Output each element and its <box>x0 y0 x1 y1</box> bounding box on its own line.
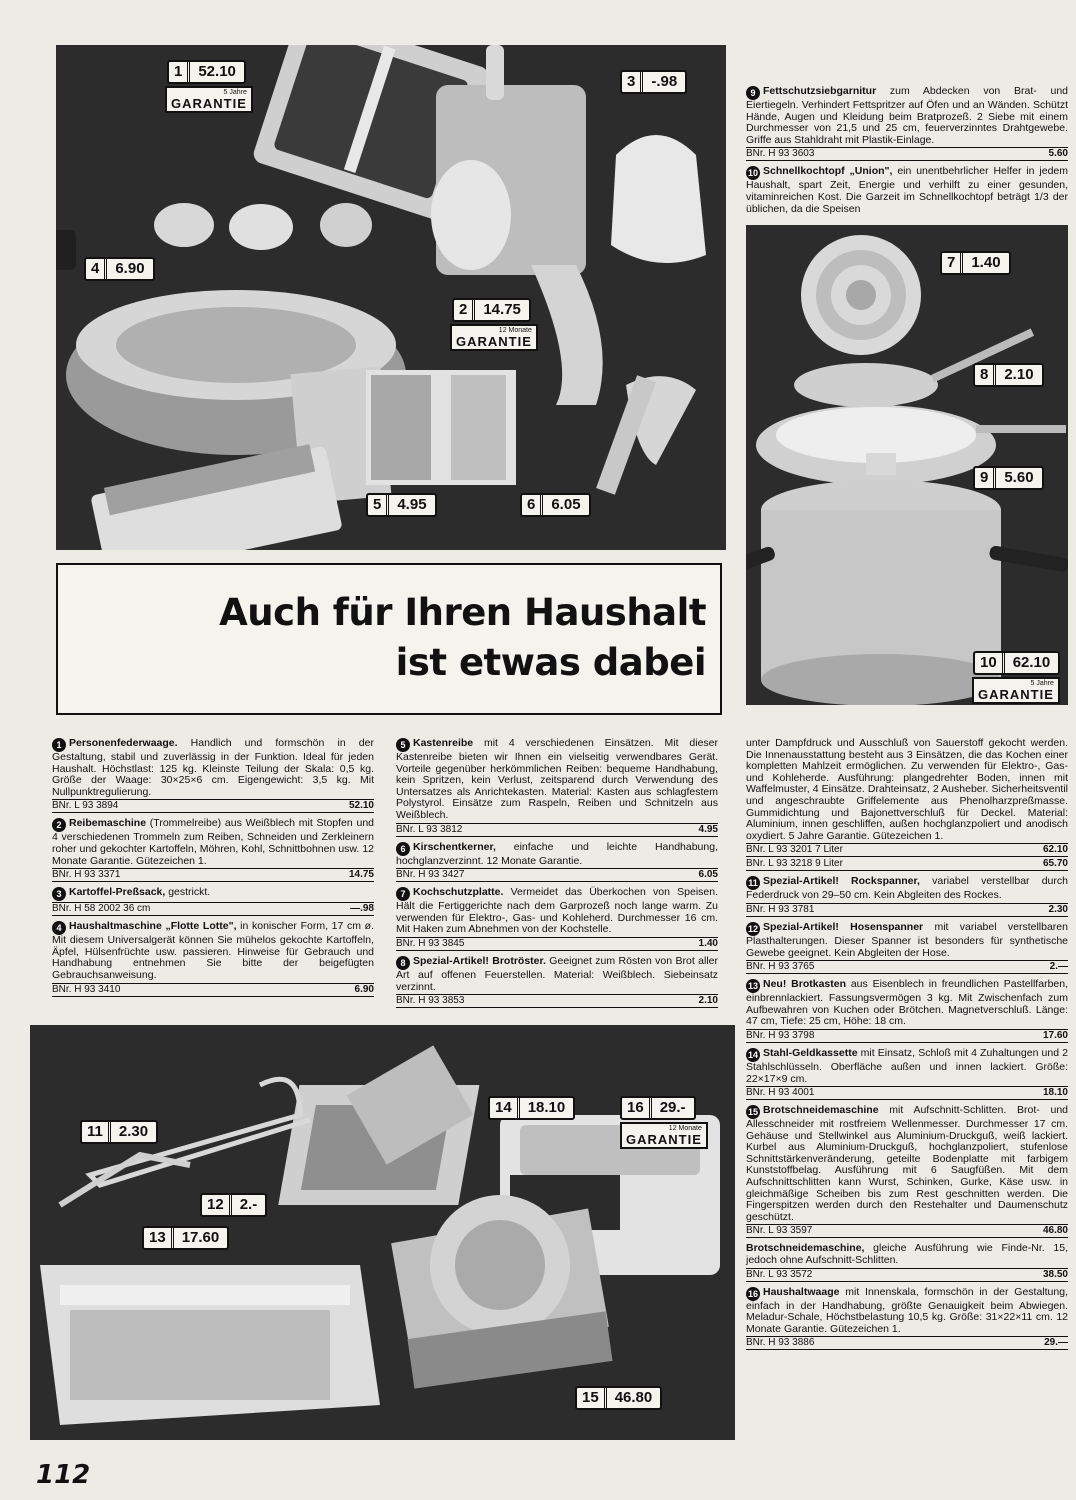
entry-number-badge: 2 <box>52 818 66 832</box>
entry-price: 18.10 <box>1042 1087 1068 1099</box>
price-tag-4 <box>84 257 155 281</box>
order-number-row <box>746 858 1068 871</box>
product-entry-8 <box>396 956 718 1008</box>
entry-number-badge: 8 <box>396 956 410 970</box>
entry-description: Geeignet zum Rösten von Brot aller Art auf offenen Feuerstellen. Material: Weißblech. Siebeinsatz verzinnt. <box>396 954 718 993</box>
headline-box <box>56 563 722 715</box>
entry-description: Vermeidet das Überkochen von Speisen. Hält die Fertiggerichte nach dem Garprozeß noch lange warm. Zu verwenden für Elektro-, Gas- und Kohleherd. Durchmesser 16 cm. Mit Haken zum Abnehmen von der Kochstelle. <box>396 886 718 936</box>
text-column-3-top <box>746 86 1068 220</box>
entry-title: Haushaltmaschine „Flotte Lotte", <box>69 920 237 933</box>
product-entry-16 <box>746 1287 1068 1351</box>
item-number: 4 <box>86 259 107 279</box>
entry-number-badge: 9 <box>746 86 760 100</box>
entry-title: Haushaltwaage <box>763 1285 840 1298</box>
entry-price: 6.05 <box>698 869 718 881</box>
entry-number-badge: 1 <box>52 738 66 752</box>
item-number: 5 <box>368 495 389 515</box>
price-tag-12 <box>200 1193 267 1217</box>
order-number: BNr. L 93 3812 <box>396 823 463 835</box>
product-entry-3 <box>52 887 374 916</box>
item-price: 52.10 <box>198 63 236 80</box>
entry-title: Spezial-Artikel! Rockspanner, <box>763 875 920 888</box>
order-number: BNr. L 93 3201 7 Liter <box>746 844 843 856</box>
entry-title: Neu! Brotkasten <box>763 978 847 991</box>
order-number: BNr. H 93 4001 <box>746 1087 815 1099</box>
entry-number-badge: 16 <box>747 1288 758 1299</box>
entry-description: mit 4 verschiedenen Einsätzen. Mit dieser Kastenreibe bieten wir Ihnen ein vielseitig verwendbares Gerät. Vorteile gegenüber herkömmlichen Reiben: bequeme Handhabung, kein Spritzen, kein Verlust, zeitsparend durch Verwendung des Untersatzes als Anrichtekasten. Material: Kasten aus schlagfestem Polystyrol. Einsätze zum Raspeln, Reiben und Schnitzeln aus Weißblech. <box>396 737 718 821</box>
item-price: 5.60 <box>1004 469 1034 486</box>
price-tag-11 <box>80 1120 158 1144</box>
product-entry-9 <box>746 86 1068 161</box>
order-number-row <box>746 147 1068 161</box>
item-price: 2.10 <box>1004 366 1034 383</box>
entry-title: Personenfederwaage. <box>69 737 178 749</box>
order-number: BNr. L 93 3572 <box>746 1268 813 1280</box>
order-number-row <box>746 903 1068 917</box>
order-number: BNr. L 93 3597 <box>746 1225 813 1237</box>
item-price: 6.90 <box>115 260 145 277</box>
item-number: 1 <box>169 62 190 82</box>
product-entry-11 <box>746 876 1068 917</box>
garantie-badge-2 <box>450 324 538 351</box>
item-number: 3 <box>622 72 643 92</box>
entry-number-badge: 4 <box>52 921 66 935</box>
garantie-duration: 5 Jahre <box>223 89 247 96</box>
order-number: BNr. H 93 3410 <box>52 983 121 995</box>
item-price: 46.80 <box>614 1389 653 1406</box>
entry-description-continued: unter Dampfdruck und Ausschluß von Sauerstoff gekocht werden. Die Innenausstattung besteht aus 3 Einsätzen, die das Kochen einer kompletten Mahlzeit ermöglichen. Zu verwenden für Elektro-, Gas- und Kohleherde. Ausführung: plangedrehter Boden, innen mit Waffelmuster, 4 Einsätze. Drahteinsatz, 2 Ausheber. Sicherheitsventil und angeschraubte Griffelemente aus Phenolharzpreßmasse. Gummidichtung und Bajonettverschluß für Deckel. Material: Aluminium, innen geschliffen, außen hochglanzpoliert und anodisch oxydiert. 5 Jahre Garantie. Gütezeichen 1. <box>746 737 1068 842</box>
entry-price: 5.60 <box>1048 148 1068 160</box>
entry-price: 29.— <box>1044 1337 1068 1349</box>
order-number: BNr. H 93 3371 <box>52 869 121 881</box>
price-tag-15 <box>575 1386 662 1410</box>
order-number-row <box>396 823 718 837</box>
price-tag-3 <box>620 70 687 94</box>
order-number: BNr. L 93 3218 9 Liter <box>746 858 843 870</box>
entry-title: Schnellkochtopf „Union", <box>763 165 893 178</box>
entry-number-badge: 5 <box>396 738 410 752</box>
product-entry-1 <box>52 738 374 813</box>
pots-illustration <box>746 225 1068 705</box>
entry-number-badge: 10 <box>747 168 758 179</box>
entry-price: 6.90 <box>354 983 374 995</box>
garantie-duration: 12 Monate <box>668 1125 702 1132</box>
order-number-row <box>396 994 718 1008</box>
page-number: 112 <box>36 1460 91 1490</box>
product-entry-5 <box>396 738 718 837</box>
order-number-row <box>746 960 1068 974</box>
entry-price: 62.10 <box>1042 844 1068 856</box>
entry-number-badge: 12 <box>747 923 758 934</box>
entry-number-badge: 7 <box>396 887 410 901</box>
order-number-row <box>746 1029 1068 1043</box>
text-column-2 <box>396 738 718 1013</box>
garantie-label: GARANTIE <box>171 96 247 111</box>
item-number: 10 <box>975 653 1005 673</box>
product-entry-12 <box>746 922 1068 974</box>
price-tag-10 <box>973 651 1060 675</box>
price-tag-7 <box>940 251 1011 275</box>
entry-price: —.98 <box>350 903 374 915</box>
entry-description: einfache und leichte Handhabung, hochglanzverzinnt. 12 Monate Garantie. <box>396 840 718 867</box>
price-tag-6 <box>520 493 591 517</box>
entry-number-badge: 13 <box>747 981 758 992</box>
garantie-label: GARANTIE <box>456 334 532 349</box>
price-tag-13 <box>142 1226 229 1250</box>
order-number: BNr. H 93 3886 <box>746 1337 815 1349</box>
item-price: 6.05 <box>551 496 581 513</box>
entry-price: 46.80 <box>1042 1225 1068 1237</box>
entry-description: mit variabel verstellbaren Plasthalterungen. Dieser Spanner ist besonders für synthetische Gewebe geeignet. Kein Abgleiten der Hose. <box>746 920 1068 959</box>
entry-number-badge: 11 <box>746 876 760 890</box>
text-column-1 <box>52 738 374 1002</box>
entry-price: 2.30 <box>1048 903 1068 915</box>
order-number: BNr. H 93 3781 <box>746 903 815 915</box>
order-number: BNr. H 93 3765 <box>746 961 815 973</box>
product-entry-15 <box>746 1105 1068 1238</box>
item-price: -.98 <box>651 73 678 90</box>
order-number: BNr. H 58 2002 36 cm <box>52 903 151 915</box>
entry-description: mit Aufschnitt-Schlitten. Brot- und Allesschneider mit rostfreiem Wellenmesser. Durchmesser 17 cm. Gehäuse und Stellwinkel aus Aluminium-Druckguß, weiß lackiert. Kurbel aus Aluminium-Druckguß, hochglanzpoliert, stufenlose Schnittstärkenveränderung, geteilte Bodenplatte mit farbigem Kunststoffbelag. Ausführung mit 6 Saugfüßen. Mit dem Aufschnittschlitten kann Wurst, Schinken, Gurke, Käse usw. in gleichmäßige Scheiben bis zum Rest geschnitten werden. Die Fingerspitzen werden durch den Restehalter und Daumenschutz geschützt. <box>746 1104 1068 1223</box>
item-price: 62.10 <box>1012 654 1051 671</box>
order-number: BNr. H 93 3853 <box>396 995 465 1007</box>
product-entry-14 <box>746 1048 1068 1100</box>
entry-number-badge: 6 <box>396 842 410 856</box>
entry-description: Handlich und formschön in der Gestaltung, stabil und zuverlässig in der Funktion. Ideal für jeden Haushalt. Höchstlast: 125 kg. Kleinste Teilung der Skala: 0,5 kg. Größe der Waage: 30×25×6 cm. Eigengewicht: 3,5 kg. Mit Nullpunktregulierung. <box>52 737 374 798</box>
price-tag-14 <box>488 1096 575 1120</box>
entry-price: 14.75 <box>348 869 374 881</box>
item-number: 15 <box>577 1388 607 1408</box>
price-tag-9 <box>973 466 1044 490</box>
entry-title: Fettschutzsiebgarnitur <box>763 85 877 97</box>
entry-description: mit Einsatz, Schloß mit 4 Zuhaltungen und 2 Stahlschlüsseln. Oberfläche außen und innen lackiert. Größe: 22×17×9 cm. <box>746 1046 1068 1085</box>
entry-description: gestrickt. <box>165 886 211 899</box>
garantie-badge-16 <box>620 1122 708 1149</box>
order-number: BNr. L 93 3894 <box>52 800 119 812</box>
kitchen-tools-illustration <box>56 45 726 550</box>
price-tag-16 <box>620 1096 696 1120</box>
order-number-row <box>746 1268 1068 1282</box>
entry-title: Stahl-Geldkassette <box>763 1046 858 1059</box>
entry-description: aus Eisenblech in freundlichen Pastellfarben, einbrennlackiert. Fassungsvermögen 3 kg. Mit Zwischenfach zum Aufbewahren von Kuchen oder Brötchen. Magnetverschluß. Länge: 47 cm, Tiefe: 25 cm, Höhe: 18 cm. <box>746 978 1068 1028</box>
item-number: 14 <box>490 1098 520 1118</box>
entry-description: gleiche Ausführung wie Finde-Nr. 15, jedoch ohne Aufschnitt-Schlitten. <box>746 1242 1068 1267</box>
item-number: 7 <box>942 253 963 273</box>
product-entry-2 <box>52 818 374 882</box>
garantie-label: GARANTIE <box>978 687 1054 702</box>
item-number: 6 <box>522 495 543 515</box>
entry-price: 2.— <box>1049 961 1068 973</box>
photo-kitchen-tools <box>56 45 726 550</box>
entry-price: 4.95 <box>698 823 718 835</box>
product-entry-10-continued <box>746 738 1068 871</box>
entry-price: 52.10 <box>348 800 374 812</box>
order-number-row <box>396 868 718 882</box>
entry-price: 1.40 <box>698 937 718 949</box>
product-entry-7 <box>396 887 718 951</box>
entry-description: in konischer Form, 17 cm ø. Mit diesem Universalgerät können Sie mühelos gekochte Kartoffeln, Äpfel, Hülsenfrüchte usw. passieren. Hinweise für Gebrauch und Handhabung entnehmen Sie bitte der beigefügten Gebrauchsanweisung. <box>52 920 374 981</box>
product-entry-13 <box>746 979 1068 1043</box>
entry-title: Kirschentkerner, <box>413 840 496 853</box>
item-number: 13 <box>144 1228 174 1248</box>
entry-title: Kochschutzplatte. <box>413 886 504 899</box>
order-number: BNr. H 93 3427 <box>396 869 465 881</box>
garantie-label: GARANTIE <box>626 1132 702 1147</box>
order-number-row <box>746 1224 1068 1238</box>
entry-price: 65.70 <box>1042 858 1068 870</box>
order-number-row <box>746 1086 1068 1100</box>
item-price: 2.30 <box>118 1123 149 1140</box>
item-price: 18.10 <box>527 1099 566 1116</box>
entry-title: Kartoffel-Preßsack, <box>69 886 166 899</box>
item-number: 16 <box>622 1098 652 1118</box>
order-number: BNr. H 93 3603 <box>746 148 815 160</box>
entry-price: 17.60 <box>1042 1029 1068 1041</box>
item-number: 9 <box>975 468 996 488</box>
product-entry-10 <box>746 166 1068 215</box>
price-tag-2 <box>452 298 531 322</box>
order-number-row <box>52 868 374 882</box>
garantie-duration: 12 Monate <box>498 327 532 334</box>
order-number-row <box>746 843 1068 857</box>
entry-description: variabel verstellbar durch Federdruck von 29–50 cm. Kein Abgleiten des Rockes. <box>746 875 1068 902</box>
price-tag-8 <box>973 363 1044 387</box>
order-number-row <box>52 983 374 997</box>
item-number: 12 <box>202 1195 232 1215</box>
garantie-badge-10 <box>972 677 1060 704</box>
household-items-illustration <box>30 1025 735 1440</box>
price-tag-5 <box>366 493 437 517</box>
entry-number-badge: 3 <box>52 887 66 901</box>
product-entry-15b <box>746 1243 1068 1281</box>
entry-title: Brotschneidemaschine <box>763 1104 879 1117</box>
product-entry-6 <box>396 842 718 883</box>
entry-title: Spezial-Artikel! Brotröster. <box>413 954 546 967</box>
item-number: 8 <box>975 365 996 385</box>
garantie-duration: 5 Jahre <box>1030 680 1054 687</box>
item-price: 14.75 <box>483 301 521 318</box>
item-price: 2.- <box>239 1196 258 1213</box>
item-number: 2 <box>454 300 475 320</box>
headline-line-2: ist etwas dabei <box>395 641 706 684</box>
product-entry-4 <box>52 921 374 996</box>
text-column-3-bottom <box>746 738 1068 1355</box>
headline-line-1: Auch für Ihren Haushalt <box>219 591 706 634</box>
entry-description: (Trommelreibe) aus Weißblech mit Stopfen und 4 verschiedenen Trommeln zum Reiben, Schneiden und Zerkleinern roher und gekochter Kartoffeln, Möhren, Kohl, Schnittbohnen usw. 12 Monate Garantie. Gütezeichen 1. <box>52 817 374 867</box>
entry-title: Reibemaschine <box>69 817 147 830</box>
item-price: 4.95 <box>397 496 427 513</box>
price-tag-1 <box>167 60 246 84</box>
entry-number-badge: 15 <box>747 1107 758 1118</box>
item-price: 1.40 <box>971 254 1001 271</box>
order-number: BNr. H 93 3798 <box>746 1029 815 1041</box>
order-number-row <box>52 902 374 916</box>
order-number-row <box>746 1336 1068 1350</box>
entry-price: 2.10 <box>698 995 718 1007</box>
entry-description: mit Innenskala, formschön in der Gestaltung, einfach in der Handhabung, größte Genauigkeit beim Abwiegen. Meladur-Schale, Höchstbelastung 10,5 kg. Größe: 31×22×11 cm. 12 Monate Garantie. Gütezeichen 1. <box>746 1285 1068 1335</box>
photo-household-items <box>30 1025 735 1440</box>
order-number: BNr. H 93 3845 <box>396 937 465 949</box>
entry-description: ein unentbehrlicher Helfer in jedem Haushalt, spart Zeit, Energie und verhilft zu einer gesunden, vitaminreichen Kost. Die Garzeit im Schnellkochtopf beträgt 1/3 der üblichen, da die Speisen <box>746 165 1068 215</box>
entry-title: Kastenreibe <box>413 737 474 749</box>
order-number-row <box>52 799 374 813</box>
entry-title: Brotschneidemaschine, <box>746 1242 865 1255</box>
order-number-row <box>396 937 718 951</box>
item-number: 11 <box>82 1122 111 1142</box>
item-price: 29.- <box>659 1099 686 1116</box>
entry-title: Spezial-Artikel! Hosenspanner <box>763 920 924 933</box>
entry-price: 38.50 <box>1042 1268 1068 1280</box>
entry-number-badge: 14 <box>747 1049 758 1060</box>
item-price: 17.60 <box>181 1229 220 1246</box>
garantie-badge-1 <box>165 86 253 113</box>
entry-description: zum Abdecken von Brat- und Eiertiegeln. Verhindert Fettspritzer auf Öfen und an Wänden. Schützt Hände, Augen und Kleidung beim Bratprozeß. 2 Siebe mit einem Durchmesser von 21,5 und 25 cm, feuerverzinntes Drahtgewebe. Griffe aus Stahldraht mit Plastik-Einlage. <box>746 85 1068 146</box>
photo-pots <box>746 225 1068 705</box>
